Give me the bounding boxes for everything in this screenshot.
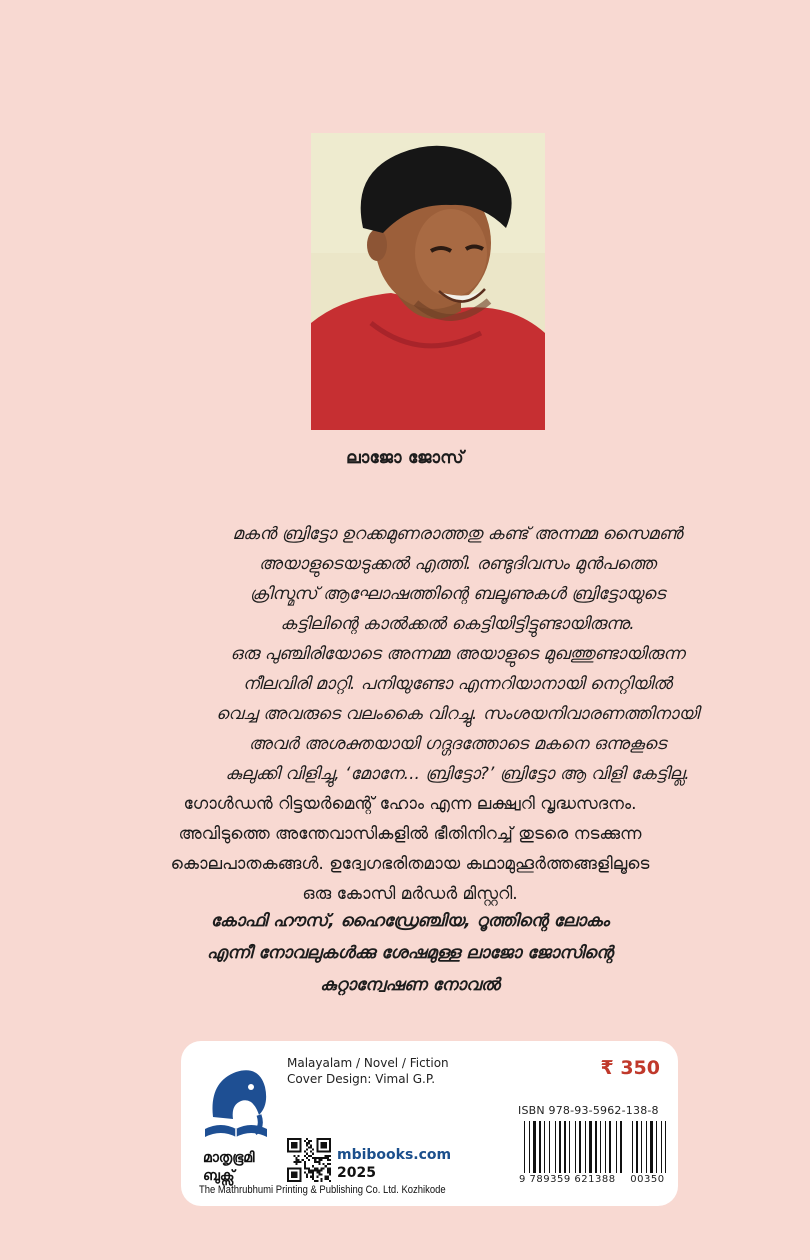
qr-module [310,1151,312,1153]
qr-module [291,1142,297,1148]
qr-module [312,1169,314,1171]
qr-module [321,1142,327,1148]
qr-module [321,1159,323,1161]
qr-module [308,1146,310,1148]
qr-module [306,1167,308,1169]
barcode-bar [549,1121,550,1173]
barcode-bar [595,1121,597,1173]
publisher-name: The Mathrubhumi Printing & Publishing Co. Ltd. Kozhikode [199,1184,446,1196]
barcode-number: 9 789359 621388 00350 [519,1174,665,1185]
qr-module [312,1172,314,1174]
genre-info [287,1055,449,1087]
qr-module [318,1159,320,1161]
qr-module [310,1144,312,1146]
qr-module [321,1157,323,1159]
author-name: ലാജോ ജോസ് [346,448,464,468]
qr-module [300,1161,302,1163]
qr-module [325,1165,327,1167]
barcode-bar [575,1121,576,1173]
qr-module [310,1140,312,1142]
qr-module [312,1174,314,1176]
qr-module [321,1180,323,1182]
qr-module [314,1169,316,1171]
qr-module [325,1176,327,1178]
qr-module [329,1169,331,1171]
qr-module [304,1140,306,1142]
isbn-label: ISBN 978-93-5962-138-8 [518,1104,659,1117]
barcode-bar [646,1121,647,1173]
qr-module [293,1155,295,1157]
barcode-bar [544,1121,545,1173]
qr-module [318,1157,320,1159]
price-label: ₹ 350 [600,1057,660,1079]
qr-module [327,1172,329,1174]
qr-module [295,1157,297,1159]
qr-module [306,1138,308,1140]
qr-module [306,1176,308,1178]
qr-module [304,1161,306,1163]
qr-module [329,1167,331,1169]
qr-module [308,1167,310,1169]
barcode-bar [632,1121,633,1173]
barcode-bar [665,1121,666,1173]
barcode-bar [661,1121,662,1173]
qr-module [329,1163,331,1165]
elephant-book-logo-icon [201,1057,271,1147]
qr-module [306,1153,308,1155]
genre-label: Malayalam / Novel / Fiction [287,1056,449,1070]
qr-module [329,1172,331,1174]
barcode-bar [564,1121,566,1173]
barcode-bar [636,1121,638,1173]
isbn-barcode [524,1121,666,1173]
qr-module [297,1159,299,1161]
barcode-bar [533,1121,536,1173]
qr-module [325,1155,327,1157]
qr-module [310,1155,312,1157]
qr-module [293,1161,295,1163]
qr-module [314,1180,316,1182]
qr-module [327,1169,329,1171]
qr-module [316,1157,318,1159]
qr-module [318,1169,320,1171]
qr-module [304,1151,306,1153]
qr-module [323,1157,325,1159]
qr-module [308,1159,310,1161]
excerpt-paragraph: മകൻ ബ്രിട്ടോ ഉറക്കമുണരാത്തതു കണ്ട് അന്നമ്മ സൈമൺ അയാളുടെയടുക്കൽ എത്തി. രണ്ടുദിവസം മുൻപത്തെ ക്രിസ്മസ് ആഘോഷത്തിന്റെ ബലൂണുകൾ ബ്രിട്ടോയുടെ കട്ടിലിന്റെ കാൽക്കൽ കെട്ടിയിട്ടിട്ടുണ്ടായിരുന്നു. ഒരു പുഞ്ചിരിയോടെ അന്നമ്മ അയാളുടെ മുഖത്തുണ്ടായിരുന്ന നീലവിരി മാറ്റി. പനിയുണ്ടോ എന്നറിയാനായി നെറ്റിയിൽ വെച്ച അവരുടെ വലംകൈ വിറച്ചു. സംശയനിവാരണത്തിനായി അവർ അശക്തയായി ഗദ്ഗദത്തോടെ മകനെ ഒന്നുകൂടെ കുലുക്കി വിളിച്ചു, ‘മോനേ... ബ്രിട്ടോ?’ ബ്രിട്ടോ ആ വിളി കേട്ടില്ല. [216,524,699,784]
qr-module [325,1178,327,1180]
qr-module [308,1140,310,1142]
qr-module [312,1176,314,1178]
qr-module [323,1167,325,1169]
qr-module [321,1178,323,1180]
barcode-bar [589,1121,592,1173]
qr-module [327,1167,329,1169]
barcode-bar [605,1121,606,1173]
qr-module [316,1172,318,1174]
qr-module [306,1148,308,1150]
qr-module [312,1148,314,1150]
website-link[interactable]: mbibooks.com [337,1147,452,1163]
qr-module [304,1167,306,1169]
qr-module [318,1174,320,1176]
qr-module [312,1157,314,1159]
qr-module [327,1159,329,1161]
qr-module [308,1142,310,1144]
qr-module [297,1155,299,1157]
barcode-bar [641,1121,642,1173]
summary-paragraph: ഗോൾഡൻ റിട്ടയർമെന്റ് ഹോം എന്ന ലക്ഷ്വറി വൃദ്ധസദനം. അവിടുത്തെ അന്തേവാസികളിൽ ഭീതിനിറച്ച് തുടരെ നടക്കുന്ന കൊലപാതകങ്ങൾ. ഉദ്വേഗഭരിതമായ കഥാമുഹൂർത്തങ്ങളിലൂടെ ഒരു കോസി മർഡർ മിസ്റ്ററി. [170,794,650,904]
barcode-bar [529,1121,530,1173]
barcode-bar [585,1121,586,1173]
qr-module [329,1155,331,1157]
qr-module [318,1172,320,1174]
qr-module [310,1146,312,1148]
barcode-bar [600,1121,601,1173]
barcode-bar [555,1121,556,1173]
barcode-bar [616,1121,617,1173]
qr-module [312,1165,314,1167]
barcode-bar [579,1121,581,1173]
qr-module [327,1178,329,1180]
qr-module [304,1163,306,1165]
qr-module [316,1169,318,1171]
qr-module [304,1172,306,1174]
publisher-logo-text: മാതൃഭൂമി ബുക്സ് [203,1150,255,1184]
qr-module [314,1157,316,1159]
qr-module [310,1176,312,1178]
qr-module [302,1159,304,1161]
qr-module [323,1163,325,1165]
barcode-bar [559,1121,561,1173]
barcode-bar [656,1121,657,1173]
qr-module [321,1174,323,1176]
qr-module [304,1155,306,1157]
barcode-bar [524,1121,525,1173]
qr-module [329,1159,331,1161]
qr-module [312,1178,314,1180]
qr-module [327,1176,329,1178]
qr-module [306,1144,308,1146]
qr-module [321,1169,323,1171]
qr-module [304,1165,306,1167]
qr-module [291,1172,297,1178]
barcode-bar [609,1121,611,1173]
qr-module [295,1163,297,1165]
qr-module [318,1163,320,1165]
qr-module [316,1161,318,1163]
qr-code [287,1138,331,1182]
qr-module [308,1155,310,1157]
barcode-bar [650,1121,653,1173]
qr-module [306,1142,308,1144]
qr-module [329,1180,331,1182]
tagline-paragraph: കോഫി ഹൗസ്, ഹൈഡ്രേഞ്ചിയ, റൂത്തിന്റെ ലോകം എന്നീ നോവലുകൾക്കു ശേഷമുള്ള ലാജോ ജോസിന്റെ കുറ്റാന്വേഷണ നോവൽ [206,911,614,995]
qr-module [312,1153,314,1155]
qr-module [295,1161,297,1163]
barcode-bar [620,1121,622,1173]
qr-module [295,1159,297,1161]
qr-module [316,1176,318,1178]
qr-module [297,1161,299,1163]
qr-module [308,1169,310,1171]
qr-module [318,1161,320,1163]
back-cover-footer [181,1041,678,1206]
qr-module [306,1174,308,1176]
qr-module [310,1169,312,1171]
barcode-bar [539,1121,541,1173]
qr-module [321,1167,323,1169]
qr-module [308,1172,310,1174]
qr-module [329,1174,331,1176]
author-photo [311,133,545,430]
qr-module [310,1172,312,1174]
qr-module [306,1157,308,1159]
qr-module [314,1159,316,1161]
publication-year: 2025 [337,1165,376,1181]
qr-module [327,1157,329,1159]
qr-module [314,1161,316,1163]
cover-design-credit: Cover Design: Vimal G.P. [287,1072,436,1086]
qr-module [325,1157,327,1159]
qr-module [327,1155,329,1157]
barcode-bar [569,1121,570,1173]
qr-module [327,1163,329,1165]
qr-module [316,1180,318,1182]
qr-module [314,1167,316,1169]
qr-module [316,1167,318,1169]
